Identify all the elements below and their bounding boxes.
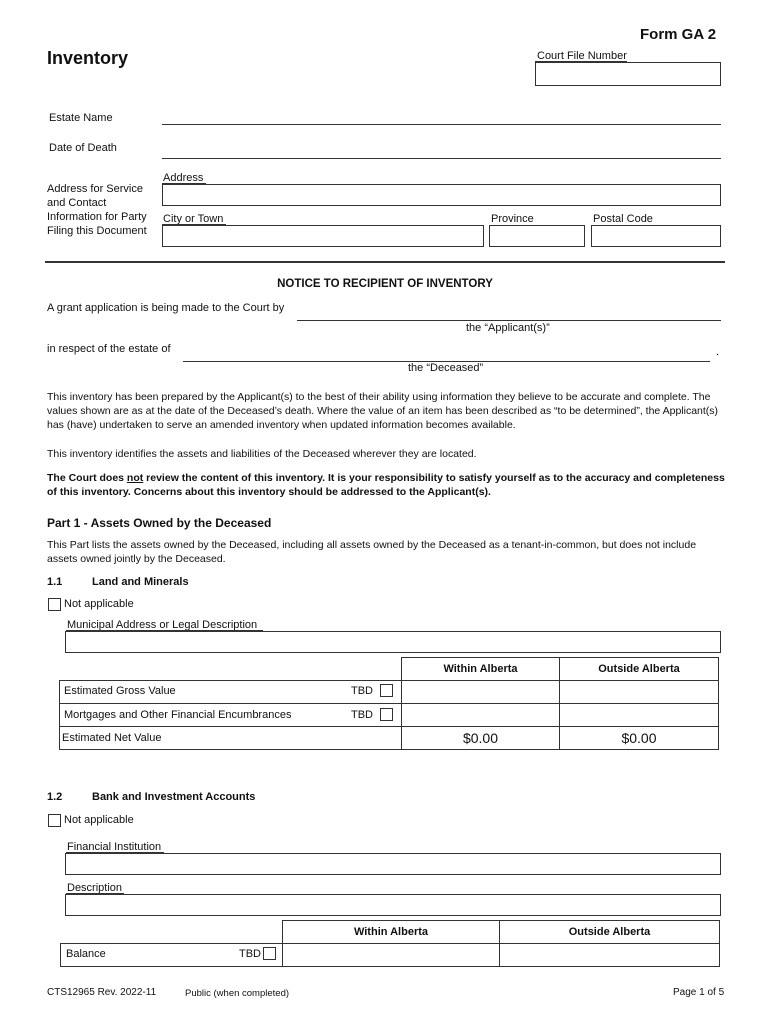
gross-value-within-input[interactable] bbox=[401, 680, 560, 704]
notice-bold-paragraph bbox=[47, 471, 727, 499]
date-of-death-label: Date of Death bbox=[49, 142, 117, 154]
section-1-2-number: 1.2 bbox=[47, 791, 63, 803]
balance-tbd-checkbox[interactable] bbox=[263, 947, 276, 960]
court-file-label: Court File Number bbox=[537, 50, 627, 62]
part1-heading: Part 1 - Assets Owned by the Deceased bbox=[47, 516, 272, 530]
not-applicable-label: Not applicable bbox=[64, 814, 134, 826]
mortgages-label: Mortgages and Other Financial Encumbrances bbox=[64, 709, 292, 721]
address-input[interactable] bbox=[162, 184, 721, 206]
municipal-address-input[interactable] bbox=[65, 631, 721, 653]
part1-description: This Part lists the assets owned by the Deceased, including all assets owned by the Deceased as a tenant-in-common, but does not include assets owned jointly by the Deceased. bbox=[47, 539, 697, 565]
gross-value-tbd-checkbox[interactable] bbox=[380, 684, 393, 697]
deceased-caption: the “Deceased” bbox=[408, 362, 484, 374]
service-label bbox=[47, 182, 147, 238]
balance-within-input[interactable] bbox=[282, 943, 500, 967]
section-1-2-title: Bank and Investment Accounts bbox=[92, 791, 256, 803]
section-1-1-number: 1.1 bbox=[47, 576, 63, 588]
estate-of-text: in respect of the estate of bbox=[47, 343, 171, 355]
page-title: Inventory bbox=[47, 48, 129, 68]
description-input[interactable] bbox=[65, 894, 721, 916]
col-within-alberta: Within Alberta bbox=[282, 920, 500, 944]
bold-post: review the content of this inventory. It is your responsibility to satisfy yourself as to the accuracy and completeness of this inventory. Concerns about this inventory should be addressed to the Applicant(s). bbox=[47, 472, 725, 498]
balance-label: Balance bbox=[66, 948, 106, 960]
mortgages-within-input[interactable] bbox=[401, 703, 560, 727]
gross-value-outside-input[interactable] bbox=[559, 680, 719, 704]
not-applicable-checkbox[interactable] bbox=[48, 814, 61, 827]
col-within-alberta: Within Alberta bbox=[401, 657, 560, 681]
public-label: Public (when completed) bbox=[185, 988, 290, 999]
col-outside-alberta: Outside Alberta bbox=[559, 657, 719, 681]
estate-name-label: Estate Name bbox=[49, 112, 113, 124]
period: . bbox=[716, 346, 720, 358]
col-outside-alberta: Outside Alberta bbox=[499, 920, 720, 944]
province-label: Province bbox=[491, 213, 534, 225]
not-applicable-label: Not applicable bbox=[64, 598, 134, 610]
mortgages-tbd-checkbox[interactable] bbox=[380, 708, 393, 721]
postal-code-input[interactable] bbox=[591, 225, 721, 247]
financial-institution-label: Financial Institution bbox=[67, 841, 162, 853]
service-label-line: Information for Party bbox=[47, 211, 147, 223]
date-of-death-field[interactable] bbox=[162, 158, 721, 159]
balance-outside-input[interactable] bbox=[499, 943, 720, 967]
bold-underlined: not bbox=[126, 472, 144, 484]
page-number: Page 1 of 5 bbox=[673, 987, 725, 998]
postal-code-label: Postal Code bbox=[593, 213, 653, 225]
mortgages-outside-input[interactable] bbox=[559, 703, 719, 727]
not-applicable-checkbox[interactable] bbox=[48, 598, 61, 611]
applicant-caption: the “Applicant(s)” bbox=[466, 322, 550, 334]
notice-paragraph-2: This inventory identifies the assets and liabilities of the Deceased wherever they are located. bbox=[47, 448, 477, 460]
notice-paragraph-1: This inventory has been prepared by the Applicant(s) to the best of their ability using information they believe to be accurate and complete. The values shown are as at the date of the Deceased’s death. Where the value of an item has been described as “to be determined”, the Applicant(s) has (have) undertaken to serve an amended inventory when updated information becomes available. bbox=[47, 391, 719, 431]
net-value-outside: $0.00 bbox=[559, 726, 719, 750]
estate-name-field[interactable] bbox=[162, 124, 721, 125]
city-label: City or Town bbox=[163, 213, 224, 225]
province-input[interactable] bbox=[489, 225, 585, 247]
address-label: Address bbox=[163, 172, 204, 184]
gross-value-label: Estimated Gross Value bbox=[64, 685, 176, 697]
service-label-line: Address for Service bbox=[47, 183, 143, 195]
form-number: Form GA 2 bbox=[640, 26, 717, 43]
court-file-number-input[interactable] bbox=[535, 62, 721, 86]
grant-text: A grant application is being made to the Court by bbox=[47, 302, 285, 314]
bold-pre: The Court does bbox=[47, 472, 127, 484]
financial-institution-input[interactable] bbox=[65, 853, 721, 875]
service-label-line: and Contact bbox=[47, 197, 107, 209]
tbd-label: TBD bbox=[351, 685, 373, 697]
net-value-label: Estimated Net Value bbox=[62, 732, 162, 744]
city-input[interactable] bbox=[162, 225, 484, 247]
service-label-line: Filing this Document bbox=[47, 225, 147, 237]
tbd-label: TBD bbox=[239, 948, 261, 960]
section-1-1-title: Land and Minerals bbox=[92, 576, 189, 588]
net-value-within: $0.00 bbox=[401, 726, 560, 750]
description-label: Description bbox=[67, 882, 123, 894]
municipal-address-label: Municipal Address or Legal Description bbox=[67, 619, 258, 631]
applicant-field[interactable] bbox=[297, 320, 721, 321]
section-divider bbox=[45, 261, 725, 263]
tbd-label: TBD bbox=[351, 709, 373, 721]
form-code: CTS12965 Rev. 2022-11 bbox=[47, 987, 157, 998]
notice-heading: NOTICE TO RECIPIENT OF INVENTORY bbox=[277, 278, 493, 290]
